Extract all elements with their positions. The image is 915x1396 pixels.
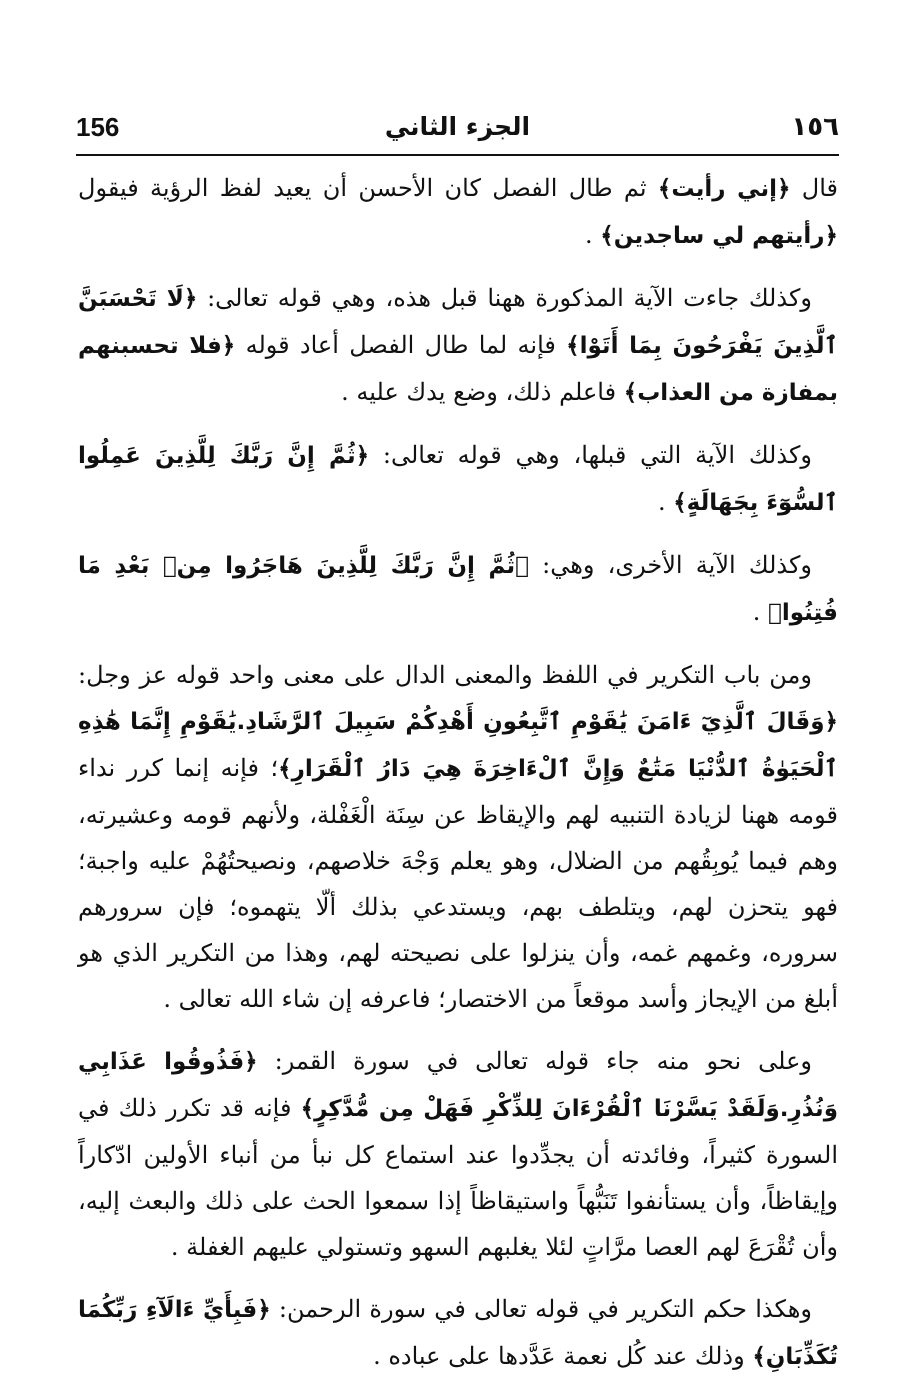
quran-quote: ﴿لَا تَحْسَبَنَّ ٱلَّذِينَ يَفْرَحُونَ بِمَا أَتَوْا﴾ [78,286,839,359]
text-segment: وكذلك جاءت الآية المذكورة ههنا قبل هذه، وهي قوله تعالى: [197,284,812,312]
paragraph [78,165,838,259]
text-segment: . [585,221,601,249]
quran-quote: ﴿رأيتهم لي ساجدين﴾ [600,223,838,249]
text-segment: وكذلك الآية التي قبلها، وهي قوله تعالى: [369,441,812,469]
quran-quote: ﴿فَبِأَيِّ ءَالَآءِ رَبِّكُمَا تُكَذِّبَانِ﴾ [78,1297,838,1370]
paragraph [78,275,838,416]
quran-quote: ﴿فلا تحسبنهم بمفازة من العذاب﴾ [78,333,838,406]
text-segment: وعلى نحو منه جاء قوله تعالى في سورة القمر: [257,1047,813,1075]
text-segment: وهكذا حكم التكرير في قوله تعالى في سورة الرحمن: [270,1295,812,1323]
text-segment: قال [790,174,839,202]
text-segment: ؛ فإنه إنما كرر نداء قومه ههنا لزيادة التنبيه لهم والإيقاظ عن سِنَة الْغَفْلة، ولأنهم قومه وعشيرته، وهم فيما يُوبِقُهم من الضلال، وهو يعلم وَجْهَ خلاصهم، ونصيحتُهُمْ عليه واجبة؛ فهو يتحزن لهم، ويتلطف بهم، ويستدعي بذلك ألّا يتهموه؛ فإن سرورهم سروره، وغمهم غمه، وأن ينزلوا على نصيحته لهم، وهذا من التكرير الذي هو أبلغ من الإيجاز وأسد موقعاً من الاختصار؛ فاعرفه إن شاء الله تعالى . [78,754,838,1013]
quran-quote: ﴿فَذُوقُوا عَذَابِي وَنُذُرِ.وَلَقَدْ يَسَّرْنَا ٱلْقُرْءَانَ لِلذِّكْرِ فَهَلْ مِن مُّدَّكِرٍ﴾ [78,1049,838,1122]
text-segment: وكذلك الآية الأخرى، وهي: [528,551,812,579]
quran-quote: ﴿وَقَالَ ٱلَّذِيٓ ءَامَنَ يَٰقَوْمِ ٱتَّبِعُونِ أَهْدِكُمْ سَبِيلَ ٱلرَّشَادِ.يَٰقَوْمِ إِنَّمَا هَٰذِهِ ٱلْحَيَوٰةُ ٱلدُّنْيَا مَتَٰعٌ وَإِنَّ ٱلْءَاخِرَةَ هِيَ دَارُ ٱلْقَرَارِ﴾ [78,709,839,782]
text-segment: . [752,598,769,626]
text-segment: . [657,488,674,516]
quran-quote: ﴿ثُمَّ إِنَّ رَبَّكَ لِلَّذِينَ هَاجَرُوا مِنۢ بَعْدِ مَا فُتِنُوا﴾ [78,553,838,626]
page-header [76,112,839,152]
text-segment: وذلك عند كُل نعمة عَدَّدها على عباده . [373,1342,753,1370]
text-segment: ومن باب التكرير في اللفظ والمعنى الدال على معنى واحد قوله عز وجل: [78,661,812,689]
quran-quote: ﴿إني رأيت﴾ [657,176,791,202]
paragraph [78,432,838,526]
paragraph [78,1286,838,1380]
text-segment: ثم طال الفصل كان الأحسن أن يعيد لفظ الرؤية فيقول [78,174,658,202]
text-segment: فاعلم ذلك، وضع يدك عليه . [341,378,624,406]
running-title: الجزء الثاني [384,112,531,141]
text-segment: فإنه لما طال الفصل أعاد قوله [235,331,567,359]
body-text [78,165,838,1396]
paragraph [78,542,838,636]
quran-quote: ﴿ثُمَّ إِنَّ رَبَّكَ لِلَّذِينَ عَمِلُوا ٱلسُّوٓءَ بِجَهَالَةٍ﴾ [78,443,838,516]
page-number-arabic: ١٥٦ [791,112,839,142]
paragraph [78,1038,838,1270]
header-rule [76,154,839,156]
text-segment: فإنه قد تكرر ذلك في السورة كثيراً، وفائدته أن يجدِّدوا عند استماع كل نبأ من أنباء الأولين ادّكاراً وإيقاظاً، وأن يستأنفوا تَنَبُّهاً واستيقاظاً إذا سمعوا الحث على ذلك والبعث إليه، وأن تُقْرَعَ لهم العصا مرَّاتٍ لئلا يغلبهم السهو وتستولي عليهم الغفلة . [78,1094,838,1261]
paragraph [78,652,838,1022]
page-number-latin: 156 [76,112,120,142]
